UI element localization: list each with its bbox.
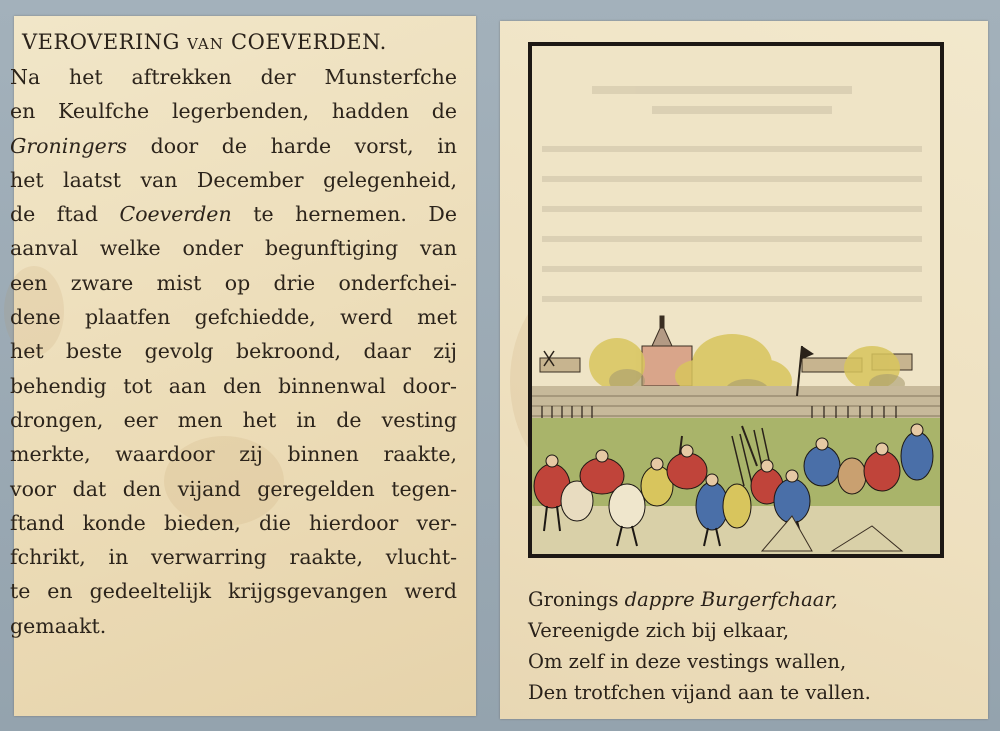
- text-line: te en gedeeltelijk krijgsgevangen werd: [10, 579, 457, 604]
- text-line: behendig tot aan den binnenwal door-: [10, 373, 457, 398]
- text-line: dene plaatfen gefchiedde, werd met: [10, 305, 457, 330]
- text-line: fchrikt, in verwarring raakte, vlucht-: [10, 545, 457, 570]
- verse-caption: [528, 584, 968, 708]
- text-line: voor dat den vijand geregelden tegen-: [10, 476, 457, 501]
- text-line: ftand konde bieden, die hierdoor ver-: [10, 510, 457, 535]
- verse-line: Gronings dappre Burgerfchaar,: [528, 588, 838, 611]
- text-line: de ftad Coeverden te hernemen. De: [10, 202, 457, 227]
- verse-line: Den trotfchen vijand aan te vallen.: [528, 681, 871, 704]
- text-line: gemaakt.: [10, 613, 107, 638]
- article-body: [10, 60, 457, 643]
- text-line: aanval welke onder begunftiging van: [10, 236, 457, 261]
- illustration-frame: [528, 42, 944, 558]
- verse-line: Vereenigde zich bij elkaar,: [528, 619, 790, 642]
- text-line: een zware mist op drie onderfchei-: [10, 270, 457, 295]
- text-line: Groningers door de harde vorst, in: [10, 133, 457, 158]
- text-line: merkte, waardoor zij binnen raakte,: [10, 442, 457, 467]
- text-line: het laatst van December gelegenheid,: [10, 167, 457, 192]
- verse-line: Om zelf in deze vestings wallen,: [528, 650, 847, 673]
- text-line: drongen, eer men het in de vesting: [10, 407, 457, 432]
- text-line: en Keulfche legerbenden, hadden de: [10, 99, 457, 124]
- battle-scene-illustration: [532, 46, 940, 554]
- text-line: Na het aftrekken der Munsterfche: [10, 65, 457, 89]
- text-line: het beste gevolg bekroond, daar zij: [10, 339, 457, 364]
- page-title: VEROVERING VAN COEVERDEN.: [22, 30, 387, 54]
